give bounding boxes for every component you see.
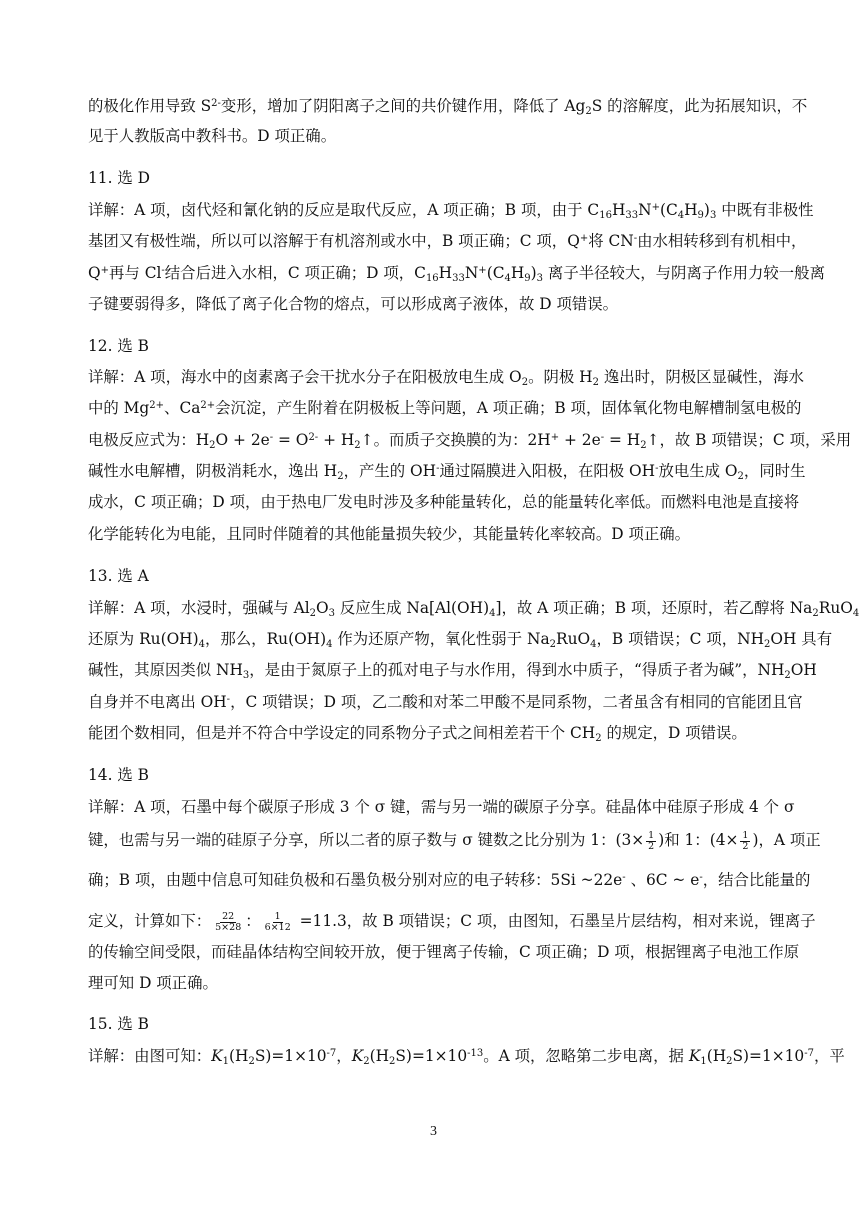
text-run: (C (486, 264, 505, 282)
fraction (213, 912, 243, 933)
text-run: ，结合比能量的 (702, 871, 811, 889)
italic-symbol: K (211, 1047, 223, 1065)
superscript: + (478, 265, 487, 276)
text-run: )和 1：(4× (658, 831, 739, 849)
text-run: 详解：A 项，水浸时，强碱与 Al (88, 599, 310, 617)
subscript: 33 (625, 210, 639, 221)
text-run: RuO (556, 630, 591, 648)
text-run: Q (88, 264, 101, 282)
page-number: 3 (430, 1124, 437, 1139)
superscript: - (600, 432, 605, 443)
text-run: 逸出时，阴极区显碱性，海水 (598, 368, 804, 386)
fraction-numerator: 1 (648, 829, 655, 841)
text-line (88, 398, 802, 418)
text-run: 的规定，D 项错误。 (601, 724, 747, 742)
text-run: ↑。而质子交换膜的为：2H (360, 431, 551, 449)
subscript: 2 (337, 471, 344, 482)
text-run: 15. 选 B (88, 1015, 149, 1033)
fraction-denominator: 6×12 (264, 921, 291, 933)
subscript: 2 (784, 670, 791, 681)
text-run: 、Ca (164, 399, 201, 417)
superscript: 2- (211, 98, 221, 109)
subscript: 2 (640, 440, 647, 451)
text-run: S 的溶解度，此为拓展知识，不 (591, 97, 808, 115)
superscript: - (436, 463, 440, 474)
text-line (88, 200, 814, 221)
text-run: ，C 项错误；D 项，乙二酸和对苯二甲酸不是同系物，二者虽含有相同的官能团且官 (230, 693, 803, 711)
subscript: 4 (489, 608, 496, 619)
superscript: + (100, 265, 110, 276)
text-line (88, 829, 821, 852)
subscript: 2 (521, 377, 529, 388)
text-run: O + 2e (215, 431, 270, 449)
text-run: 的传输空间受限，而硅晶体结构空间较开放，便于锂离子传输，C 项正确；D 项，根据锂离子电池工作原 (88, 943, 800, 961)
text-run: O (316, 599, 329, 617)
text-line (88, 461, 806, 482)
text-run: 详解：A 项，石墨中每个碳原子形成 3 个 σ 键，需与另一端的碳原子分享。硅晶体中硅原子形成 4 个 σ (88, 798, 795, 816)
subscript: 4 (852, 608, 860, 619)
text-run: 14. 选 B (88, 766, 149, 784)
subscript: 4 (677, 210, 685, 221)
italic-symbol: K (688, 1047, 701, 1065)
text-run: ) (530, 264, 537, 282)
text-run: 基团又有极性端，所以可以溶解于有机溶剂或水中，B 项正确；C 项，Q (88, 232, 580, 250)
subscript: 2 (309, 608, 316, 619)
text-run: 确；B 项，由题中信息可知硅负极和石墨负极分别对应的电子转移：5Si ~22e (88, 871, 623, 889)
text-line (88, 126, 785, 146)
text-line (88, 942, 800, 962)
text-run: + H (318, 431, 355, 449)
text-run: (H (229, 1047, 249, 1065)
text-line (88, 430, 852, 451)
superscript: -7 (326, 1048, 337, 1059)
subscript: 2 (812, 608, 819, 619)
superscript: - (226, 694, 231, 705)
answer-heading (88, 168, 785, 188)
text-run: N (464, 264, 479, 282)
text-run: 碱性水电解槽，阴极消耗水，逸出 H (88, 462, 338, 480)
subscript: 4 (504, 273, 511, 284)
subscript: 2 (354, 440, 361, 451)
subscript: 2 (726, 1056, 733, 1067)
text-run: 详解：A 项，卤代烃和氰化钠的反应是取代反应，A 项正确；B 项，由于 C (88, 201, 600, 219)
text-line (88, 723, 785, 743)
subscript: 1 (700, 1056, 707, 1067)
text-run: 碱性，其原因类似 NH (88, 661, 243, 679)
superscript: - (161, 265, 165, 276)
text-run: S)=1×10 (732, 1047, 805, 1065)
text-run: + 2e (559, 431, 601, 449)
text-run: ，那么，Ru(OH) (205, 630, 327, 648)
italic-symbol: K (351, 1047, 364, 1065)
subscript: 3 (709, 210, 717, 221)
text-run: 通过隔膜进入阳极，在阳极 OH (439, 462, 656, 480)
text-run: 电极反应式为：H (88, 431, 210, 449)
answer-heading (88, 1014, 785, 1034)
text-run: ) (703, 201, 710, 219)
text-run: 作为还原产物，氧化性弱于 Na (332, 630, 550, 648)
superscript: 2- (308, 432, 319, 443)
subscript: 9 (697, 210, 704, 221)
fraction-denominator: 2 (648, 840, 655, 852)
text-run: OH 具有 (770, 630, 833, 648)
text-line (88, 797, 795, 817)
text-run: 中既有非极性 (716, 201, 814, 219)
text-run: 、6C ~ e (625, 871, 700, 889)
subscript: 3 (536, 273, 544, 284)
superscript: -13 (467, 1048, 484, 1059)
text-run: 将 CN (588, 232, 634, 250)
superscript: - (633, 233, 638, 244)
text-run: 。阴极 H (528, 368, 593, 386)
text-run: OH (790, 661, 817, 679)
subscript: 2 (737, 471, 744, 482)
subscript: 2 (764, 639, 771, 650)
text-run: 会沉淀，产生附着在阴极板上等问题，A 项正确；B 项，固体氧化物电解槽制氢电极的 (215, 399, 802, 417)
answer-heading (88, 336, 785, 356)
subscript: 4 (326, 639, 333, 650)
text-run: (H (369, 1047, 390, 1065)
text-run: ，同时生 (743, 462, 806, 480)
text-run: 能团个数相同，但是并不符合中学设定的同系物分子式之间相差若干个 CH (88, 724, 596, 742)
superscript: + (579, 233, 589, 244)
text-line (88, 870, 811, 890)
text-run: 自身并不电离出 OH (88, 693, 227, 711)
text-run: 12. 选 B (88, 337, 149, 355)
text-line (88, 524, 785, 544)
subscript: 16 (425, 273, 439, 284)
text-run: H (510, 264, 525, 282)
subscript: 3 (328, 608, 335, 619)
text-run: 还原为 Ru(OH) (88, 630, 199, 648)
text-run: 结合后进入水相，C 项正确；D 项，C (164, 264, 426, 282)
superscript: -7 (804, 1048, 814, 1059)
text-run: 反应生成 Na[Al(OH) (335, 599, 490, 617)
superscript: - (699, 872, 703, 883)
fraction-denominator: 2 (742, 840, 749, 852)
text-run: 由水相转移到有机相中， (637, 232, 807, 250)
subscript: 4 (198, 639, 205, 650)
superscript: + (550, 432, 560, 443)
text-line (88, 910, 816, 933)
text-run: 13. 选 A (88, 567, 149, 585)
text-line (88, 598, 860, 619)
subscript: 2 (585, 106, 592, 117)
superscript: - (655, 463, 659, 474)
text-line (88, 231, 807, 251)
text-run: 的极化作用导致 S (88, 97, 212, 115)
text-run: S)=1×10 (395, 1047, 468, 1065)
text-run: ，是由于氮原子上的孤对电子与水作用，得到水中质子，“得质子者为碱”，NH (249, 661, 785, 679)
text-run: 子键要弱得多，降低了离子化合物的熔点，可以形成离子液体，故 D 项错误。 (88, 295, 619, 313)
text-run: RuO (818, 599, 853, 617)
text-run: (C (659, 201, 678, 219)
text-run: )，A 项正 (752, 831, 821, 849)
text-line (88, 660, 817, 681)
text-run: ， (336, 1047, 352, 1065)
fraction (740, 831, 750, 852)
text-line (88, 973, 785, 993)
text-run: 变形，增加了阴阳离子之间的共价键作用，降低了 Ag (220, 97, 586, 115)
superscript: - (269, 432, 274, 443)
text-run: 定义，计算如下： (88, 912, 212, 930)
subscript: 2 (595, 733, 602, 744)
text-line (88, 692, 803, 712)
subscript: 3 (242, 670, 250, 681)
subscript: 9 (524, 273, 531, 284)
text-run: 再与 Cl (109, 264, 162, 282)
text-run: = O (273, 431, 309, 449)
text-run: H (611, 201, 626, 219)
text-run: ，平 (813, 1047, 845, 1065)
subscript: 4 (590, 639, 597, 650)
text-run: N (638, 201, 652, 219)
text-run: 见于人教版高中教科书。D 项正确。 (88, 127, 337, 145)
text-run: H (438, 264, 453, 282)
text-run: ↑，故 B 项错误；C 项，采用 (646, 431, 852, 449)
text-run: S)=1×10 (254, 1047, 327, 1065)
subscript: 2 (549, 639, 556, 650)
text-run: 放电生成 O (658, 462, 738, 480)
text-run: 。A 项，忽略第二步电离，据 (483, 1047, 689, 1065)
text-run: 11. 选 D (88, 169, 150, 187)
text-run: 成水，C 项正确；D 项，由于热电厂发电时涉及多种能量转化，总的能量转化率低。而燃料电池是直接将 (88, 493, 800, 511)
text-run: (H (706, 1047, 727, 1065)
fraction-numerator: 1 (742, 829, 749, 841)
answer-heading (88, 566, 785, 586)
text-line (88, 263, 825, 284)
text-run: H (684, 201, 698, 219)
subscript: 2 (389, 1056, 396, 1067)
superscript: 2+ (149, 400, 165, 411)
text-run: ，B 项错误；C 项，NH (596, 630, 764, 648)
fraction-numerator: 22 (222, 910, 235, 922)
subscript: 2 (209, 440, 216, 451)
text-line (88, 96, 808, 117)
subscript: 2 (592, 377, 599, 388)
answer-heading (88, 765, 785, 785)
fraction (263, 912, 293, 933)
text-run: 详解：由图可知： (88, 1047, 212, 1065)
text-run: ，产生的 OH (343, 462, 437, 480)
superscript: - (622, 872, 626, 883)
text-run: =11.3，故 B 项错误；C 项，由图知，石墨呈片层结构，相对来说，锂离子 (294, 912, 816, 930)
text-line (88, 1046, 845, 1067)
fraction (646, 831, 656, 852)
subscript: 1 (222, 1056, 230, 1067)
text-run: 理可知 D 项正确。 (88, 974, 218, 992)
fraction-denominator: 5×28 (215, 921, 242, 933)
fraction-numerator: 1 (274, 910, 281, 922)
text-run: = H (604, 431, 641, 449)
superscript: + (651, 202, 660, 213)
text-line (88, 629, 833, 650)
text-run: 键，也需与另一端的硅原子分享，所以二者的原子数与 σ 键数之比分别为 1：(3× (88, 831, 645, 849)
superscript: 2+ (200, 400, 216, 411)
subscript: 2 (248, 1056, 255, 1067)
text-run: ]，故 A 项正确；B 项，还原时，若乙醇将 Na (495, 599, 813, 617)
text-run: 化学能转化为电能，且同时伴随着的其他能量损失较少，其能量转化率较高。D 项正确。 (88, 525, 691, 543)
text-line (88, 367, 804, 388)
text-line (88, 492, 800, 512)
text-run: 详解：A 项，海水中的卤素离子会干扰水分子在阳极放电生成 O (88, 368, 522, 386)
text-run: ： (245, 912, 261, 930)
subscript: 2 (363, 1056, 370, 1067)
subscript: 33 (452, 273, 465, 284)
text-line (88, 294, 785, 314)
text-run: 中的 Mg (88, 399, 150, 417)
text-run: 离子半径较大，与阴离子作用力较一般离 (543, 264, 825, 282)
subscript: 16 (599, 210, 612, 221)
